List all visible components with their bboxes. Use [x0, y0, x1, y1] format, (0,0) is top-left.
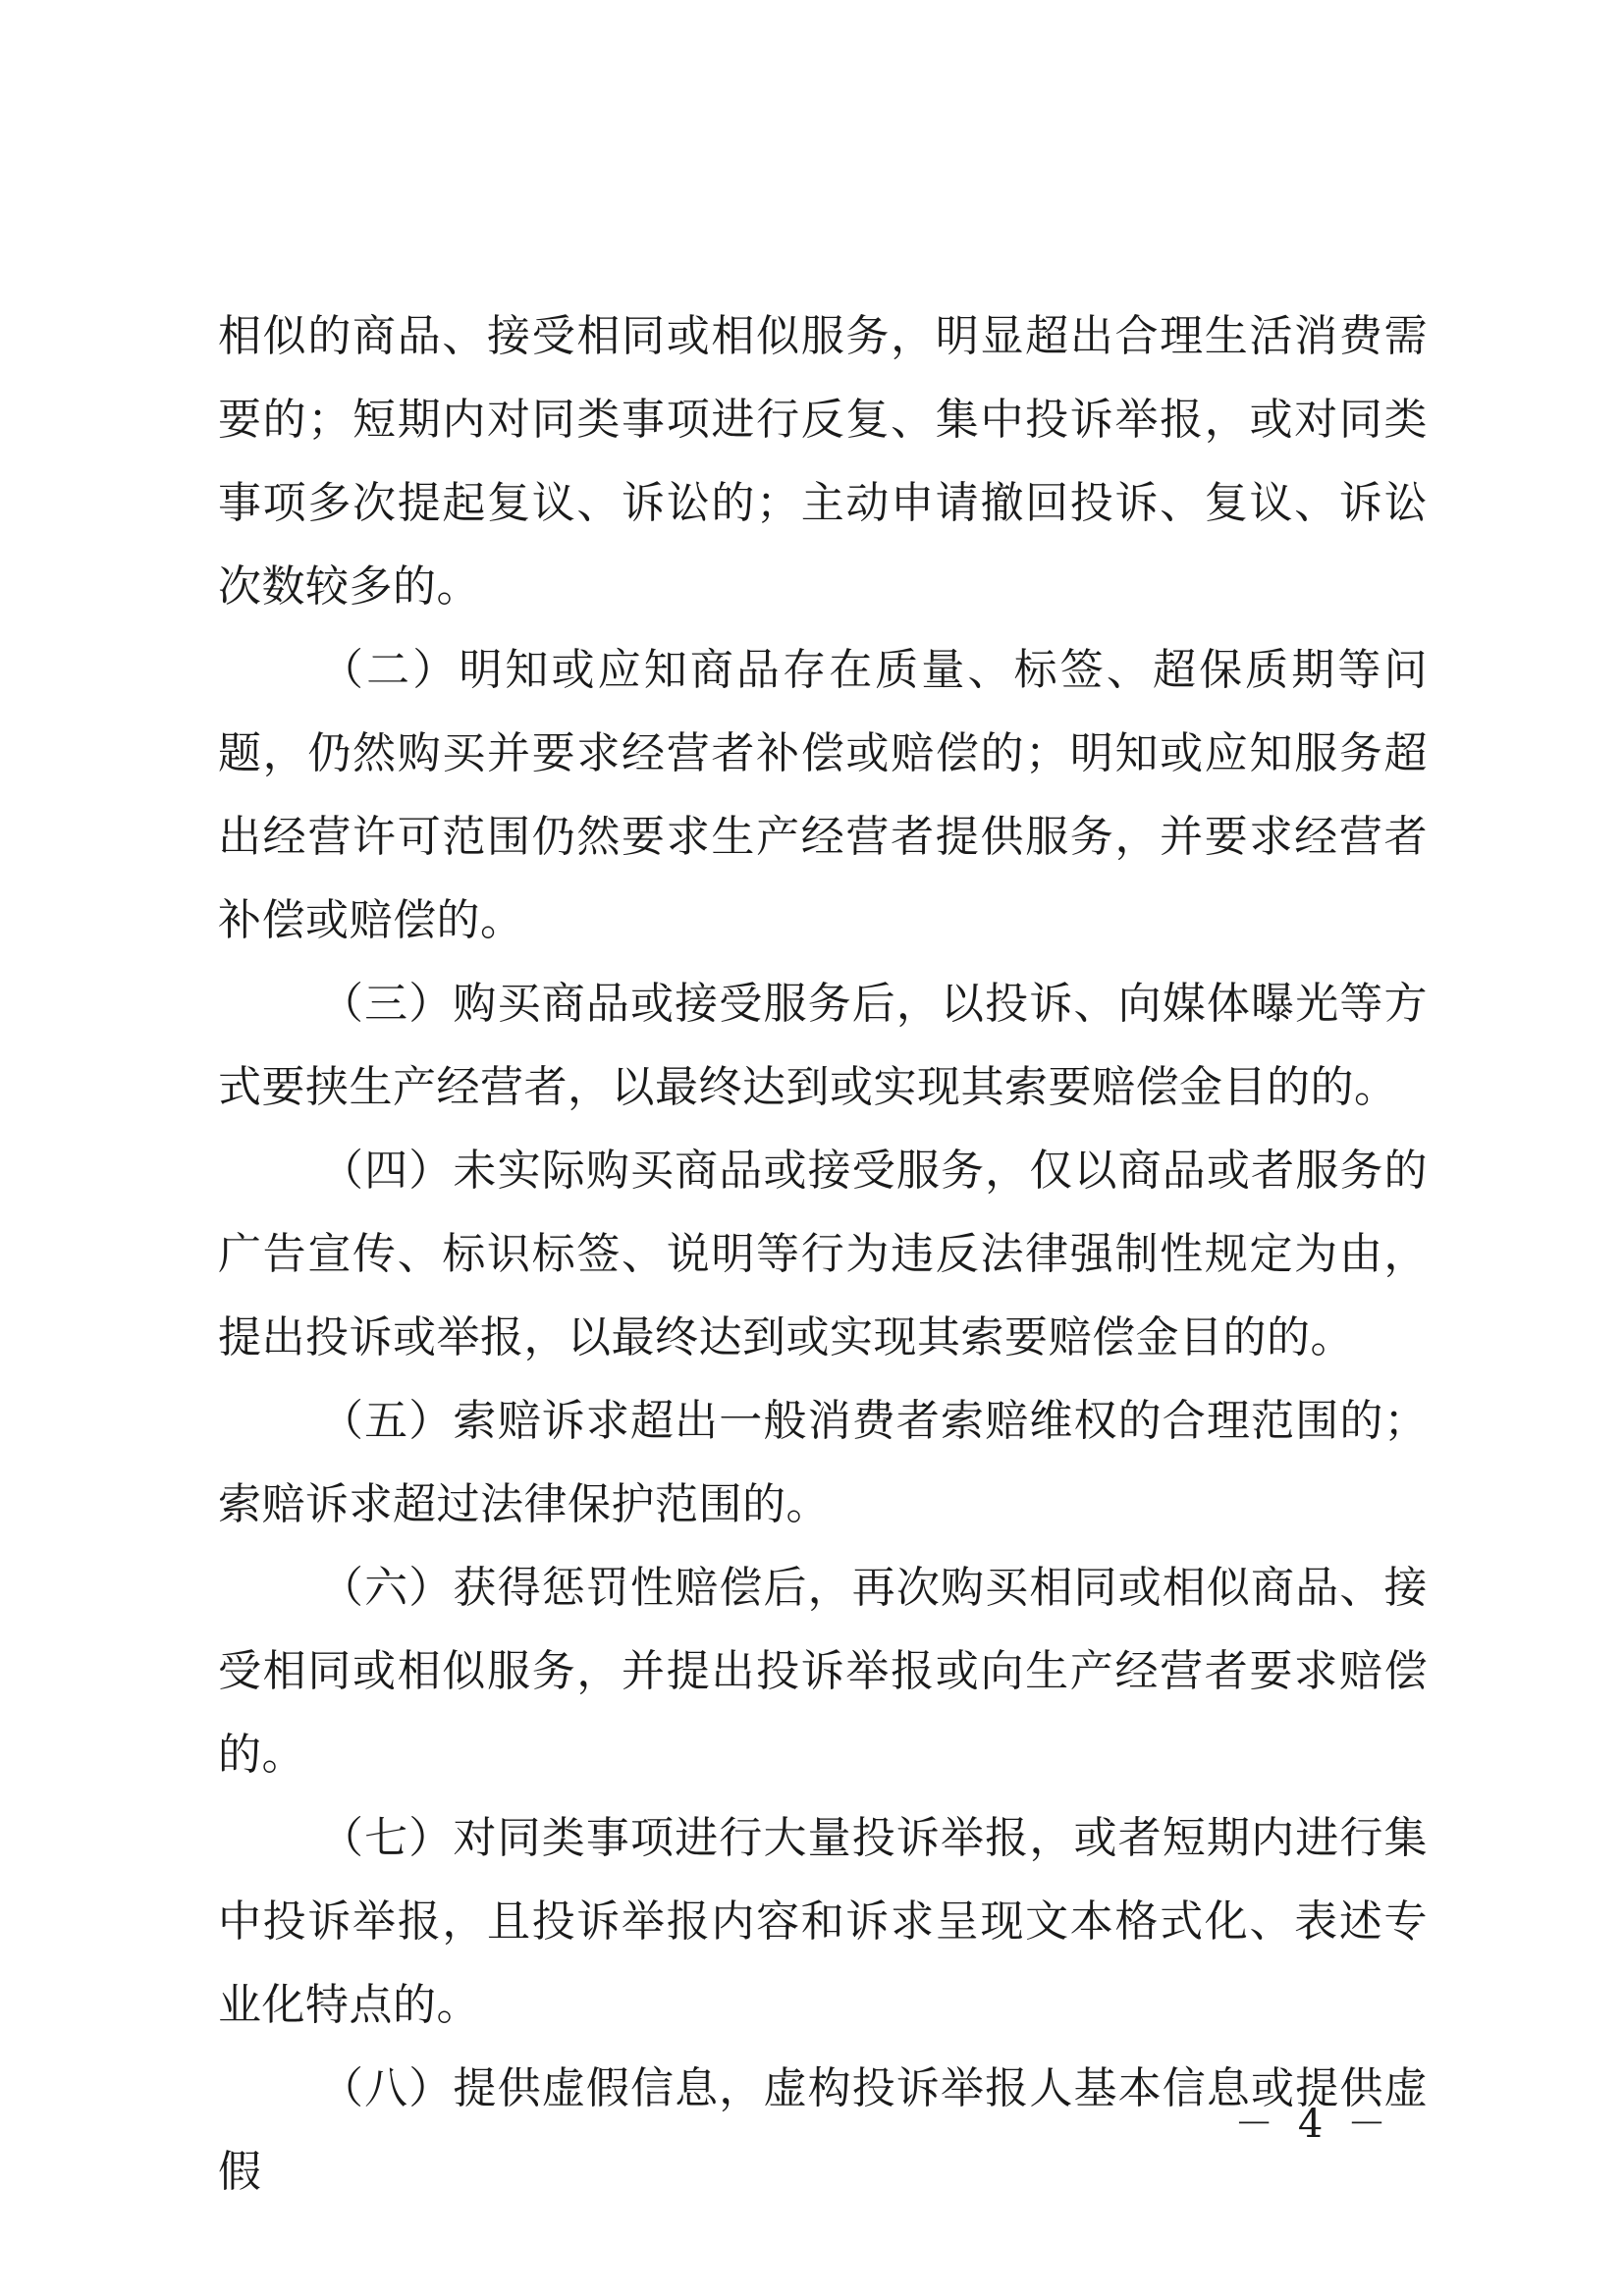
paragraph-item-4: （四）未实际购买商品或接受服务，仅以商品或者服务的广告宣传、标识标签、说明等行为违反法律强制性规定为由，提出投诉或举报，以最终达到或实现其索要赔偿金目的的。	[218, 1146, 1428, 1362]
paragraph-item-3: （三）购买商品或接受服务后，以投诉、向媒体曝光等方式要挟生产经营者，以最终达到或实现其索要赔偿金目的的。	[218, 979, 1428, 1112]
paragraph-item-6: （六）获得惩罚性赔偿后，再次购买相同或相似商品、接受相同或相似服务，并提出投诉举报或向生产经营者要求赔偿的。	[218, 1563, 1428, 1780]
paragraph-item-8: （八）提供虚假信息，虚构投诉举报人基本信息或提供虚假	[218, 2063, 1428, 2197]
page-number: － 4 －	[1234, 2102, 1392, 2147]
paragraph-continuation: 相似的商品、接受相同或相似服务，明显超出合理生活消费需要的；短期内对同类事项进行反复、集中投诉举报，或对同类事项多次提起复议、诉讼的；主动申请撤回投诉、复议、诉讼次数较多的。	[218, 311, 1428, 612]
paragraph-item-5: （五）索赔诉求超出一般消费者索赔维权的合理范围的；索赔诉求超过法律保护范围的。	[218, 1396, 1428, 1529]
document-body	[218, 294, 1428, 2214]
paragraph-item-7: （七）对同类事项进行大量投诉举报，或者短期内进行集中投诉举报，且投诉举报内容和诉求呈现文本格式化、表述专业化特点的。	[218, 1813, 1428, 2030]
paragraph-item-2: （二）明知或应知商品存在质量、标签、超保质期等问题，仍然购买并要求经营者补偿或赔偿的；明知或应知服务超出经营许可范围仍然要求生产经营者提供服务，并要求经营者补偿或赔偿的。	[218, 645, 1428, 945]
